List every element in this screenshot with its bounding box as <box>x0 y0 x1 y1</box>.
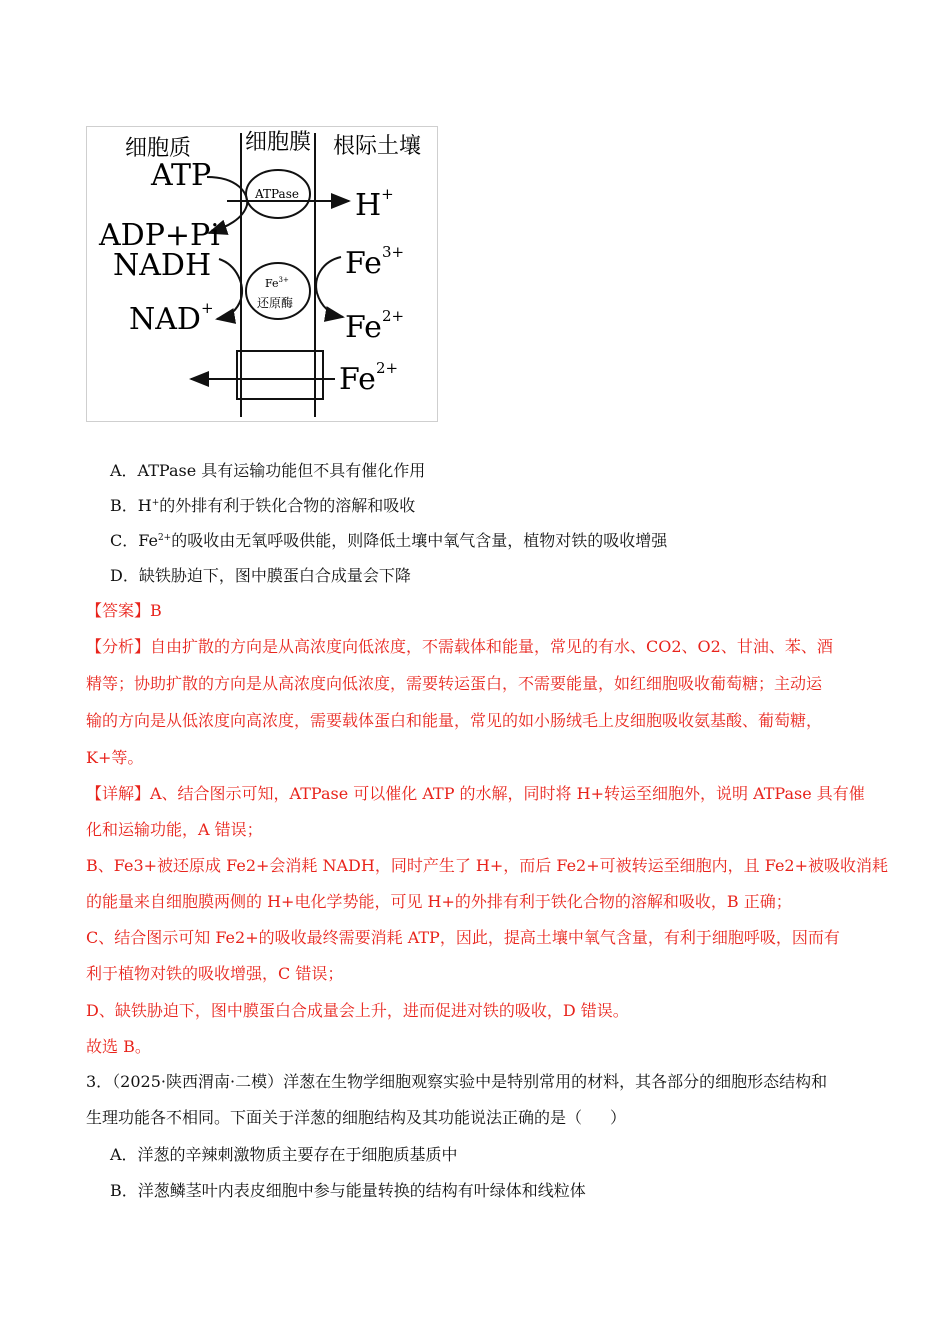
fe3-to-fe2-arrow <box>316 257 343 317</box>
detail-line-5: C、结合图示可知 Fe2+的吸收最终需要消耗 ATP，因此，提高土壤中氧气含量，有利于细胞呼吸，因而有 <box>86 928 840 947</box>
fe3-reductase-protein <box>246 263 310 319</box>
diagram-svg <box>87 127 439 423</box>
detail-line-4: 的能量来自细胞膜两侧的 H+电化学势能，可见 H+的外排有利于铁化合物的溶解和吸收，B 正确； <box>86 892 792 911</box>
option-a: A．ATPase 具有运输功能但不具有催化作用 <box>110 461 426 480</box>
label-cytoplasm: 细胞质 <box>125 136 192 161</box>
label-soil: 根际土壤 <box>333 134 422 159</box>
option-c: C．$Fe^{2+}$的吸收由无氧呼吸供能，则降低土壤中氧气含量，植物对铁的吸收增强 <box>110 531 668 550</box>
question3-option-a: A．洋葱的辛辣刺激物质主要存在于细胞质基质中 <box>110 1145 458 1164</box>
conclusion-line: 故选 B。 <box>86 1037 151 1056</box>
question3-line-2: 生理功能各不相同。下面关于洋葱的细胞结构及其功能说法正确的是（ ） <box>86 1108 627 1127</box>
fe2-label: $Fe^{2+}$ <box>345 307 405 345</box>
atpase-label: ATPase <box>255 187 299 201</box>
nadh-to-nad-arrow <box>217 259 242 319</box>
option-d: D．缺铁胁迫下，图中膜蛋白合成量会下降 <box>110 566 411 585</box>
detail-line-3: B、Fe3+被还原成 Fe2+会消耗 NADH，同时产生了 H+，而后 Fe2+可被转运至细胞内，且 Fe2+被吸收消耗 <box>86 856 889 875</box>
h-plus-label: H+ <box>355 185 394 223</box>
detail-line-6: 利于植物对铁的吸收增强，C 错误； <box>86 964 344 983</box>
option-b: B．H+的外排有利于铁化合物的溶解和吸收 <box>110 496 416 515</box>
fe3-label: $Fe^{3+}$ <box>345 243 405 281</box>
nad-plus-label: NAD+ <box>129 299 214 337</box>
detail-line-7: D、缺铁胁迫下，图中膜蛋白合成量会上升，进而促进对铁的吸收，D 错误。 <box>86 1001 629 1020</box>
detail-line-2: 化和运输功能，A 错误； <box>86 820 263 839</box>
analysis-line-1: 【分析】自由扩散的方向是从高浓度向低浓度，不需载体和能量，常见的有水、CO2、O2、甘油、苯、酒 <box>86 637 833 656</box>
detail-line-1: 【详解】A、结合图示可知，ATPase 可以催化 ATP 的水解，同时将 H+转运至细胞外，说明 ATPase 具有催 <box>86 784 865 803</box>
analysis-line-2: 精等；协助扩散的方向是从高浓度向低浓度，需要转运蛋白，不需要能量，如红细胞吸收葡萄糖；主动运 <box>86 674 823 693</box>
adp-pi-label: ADP+Pi <box>99 218 220 253</box>
atp-label: ATP <box>151 158 212 193</box>
fe3-reductase-bottom: 还原酶 <box>257 296 294 310</box>
fe2-soil-label: $Fe^{2+}$ <box>339 359 399 397</box>
answer-line: 【答案】B <box>86 601 162 620</box>
iron-uptake-diagram <box>86 126 438 422</box>
question3-line-1: 3．（2025·陕西渭南·二模）洋葱在生物学细胞观察实验中是特别常用的材料，其各部分的细胞形态结构和 <box>86 1072 828 1091</box>
fe3-reductase-top: $Fe^{3+}$ <box>265 276 289 290</box>
label-membrane: 细胞膜 <box>245 130 312 155</box>
analysis-line-4: K+等。 <box>86 748 144 767</box>
question3-option-b: B．洋葱鳞茎叶内表皮细胞中参与能量转换的结构有叶绿体和线粒体 <box>110 1181 586 1200</box>
analysis-line-3: 输的方向是从低浓度向高浓度，需要载体蛋白和能量，常见的如小肠绒毛上皮细胞吸收氨基酸、葡萄糖， <box>86 711 823 730</box>
fe2-transporter <box>237 351 323 399</box>
nadh-label: NADH <box>113 248 212 283</box>
